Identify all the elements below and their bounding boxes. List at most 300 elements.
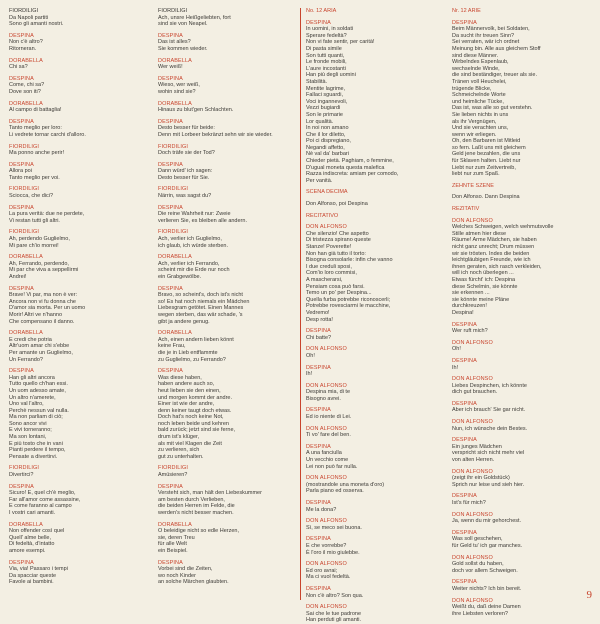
section-heading: ZEHNTE SZENE (452, 182, 494, 189)
dialogue-block (9, 522, 145, 555)
section-heading: Nr. 12 ARIE (452, 8, 481, 14)
dialogue-line: Di pasta simile (306, 45, 342, 52)
column-german-left (158, 8, 294, 604)
dialogue-line: Ma son lontani, (9, 434, 47, 441)
dialogue-block (306, 407, 442, 420)
dialogue-lines (158, 64, 294, 71)
dialogue-block (452, 555, 588, 575)
dialogue-line: sind sie von Neapel. (158, 21, 208, 28)
dialogue-lines (158, 472, 294, 479)
speaker-name: DON ALFONSO (306, 561, 347, 568)
dialogue-line: FIORDILIGI (9, 8, 39, 14)
dialogue-line: Un Ferrando? (9, 356, 43, 363)
dialogue-line: Das ist, was alle so gut verstehn. (452, 105, 533, 112)
dialogue-line: Ach, einen andern lieben könnt (158, 336, 234, 343)
speaker-name: DESPINA (306, 443, 331, 450)
dialogue-line: Com'io loro commisi, (306, 270, 357, 277)
speaker-name: DESPINA (9, 204, 34, 211)
dialogue-lines (452, 426, 588, 433)
dialogue-line: ihnen geraten, sich rasch verkleiden, (452, 263, 542, 270)
dialogue-line: Pensate a divertirvi. (9, 453, 58, 460)
speaker-name: DESPINA (452, 437, 477, 444)
dialogue-line: Quell' alme belle, (9, 534, 52, 541)
speaker-name: DESPINA (9, 161, 34, 168)
dialogue-lines (9, 8, 145, 28)
speaker-name: DESPINA (452, 19, 477, 26)
speaker-name: DESPINA (306, 536, 331, 543)
dialogue-block (452, 579, 588, 592)
dialogue-lines (306, 389, 442, 402)
dialogue-block (158, 522, 294, 555)
speaker-name: DON ALFONSO (452, 376, 493, 383)
dialogue-line: Brave! Vi par, ma non è ver: (9, 292, 78, 299)
dialogue-lines (9, 125, 145, 138)
dialogue-line: wohin sind sie? (158, 88, 196, 95)
dialogue-lines (452, 224, 588, 316)
dialogue-block (158, 76, 294, 96)
column-german-right (452, 8, 588, 617)
dialogue-line: denn keiner taugt doch etwas. (158, 407, 232, 414)
dialogue-lines (452, 194, 588, 201)
speaker-name: DORABELLA (158, 330, 192, 337)
dialogue-line: Vedremo! (306, 309, 330, 316)
dialogue-line: E credi che potria (9, 336, 52, 343)
dialogue-lines (9, 82, 145, 95)
speaker-name: DORABELLA (158, 100, 192, 107)
dialogue-lines (9, 375, 145, 461)
speaker-name: DESPINA (9, 75, 34, 82)
page-number: 9 (586, 589, 592, 601)
dialogue-lines (9, 168, 145, 181)
dialogue-line: Mi par che viva a seppellirmi (9, 267, 79, 274)
dialogue-line: Non c'è altro? (9, 39, 43, 46)
speaker-name: DESPINA (452, 357, 477, 364)
dialogue-line: Non vi fate sentir, per carità! (306, 39, 375, 46)
dialogue-lines (9, 107, 145, 114)
dialogue-block (452, 512, 588, 525)
dialogue-line: Weiter nichts? Ich bin bereit. (452, 585, 522, 592)
dialogue-lines (452, 407, 588, 414)
text-block (158, 8, 294, 28)
dialogue-block (306, 365, 442, 378)
dialogue-block (306, 224, 442, 323)
dialogue-line: Bisogna consolarle: infin che vanno (306, 257, 393, 264)
dialogue-lines (9, 261, 145, 281)
dialogue-line: Razza indiscreta: amiam per comodo, (306, 171, 399, 178)
dialogue-line: Ma ci vuol fedeltà. (306, 574, 351, 581)
dialogue-lines (452, 561, 588, 574)
dialogue-line: Desto besser für beide: (158, 125, 215, 132)
dialogue-line: Oh! (452, 346, 461, 353)
dialogue-block (306, 475, 442, 495)
dialogue-block (452, 358, 588, 371)
dialogue-line: Parla piano ed osserva. (306, 488, 364, 495)
speaker-name: DESPINA (158, 285, 183, 292)
dialogue-line: Was soll geschehen, (452, 536, 503, 543)
dialogue-line: scheint mir die Erde nur noch (158, 267, 230, 274)
dialogue-line: drum ist's klüger, (158, 434, 200, 441)
dialogue-line: die sind beständiger, treuer als sie. (452, 72, 537, 79)
dialogue-line: so fern. Laßt uns mit gleichem (452, 144, 526, 151)
dialogue-line: Tanto meglio per voi. (9, 174, 60, 181)
speaker-name: DESPINA (306, 328, 331, 335)
dialogue-line: will ich noch überlegen ... (452, 270, 514, 277)
dialogue-line: (mostrandole una moneta d'oro) (306, 481, 385, 488)
dialogue-line: Ein junges Mädchen (452, 443, 502, 450)
dialogue-lines (9, 211, 145, 224)
dialogue-line: bald zurück; jetzt sind sie ferne, (158, 427, 236, 434)
dialogue-line: am besten durch Verlieben, (158, 496, 225, 503)
dialogue-line: Sprich nur leise und sieh hier. (452, 481, 525, 488)
dialogue-line: Un uom adesso amate, (9, 387, 66, 394)
speaker-name: DESPINA (158, 368, 183, 375)
speaker-name: DESPINA (306, 500, 331, 506)
dialogue-line: Mi pare ch'io morrei! (9, 242, 59, 249)
speaker-name: DORABELLA (158, 57, 192, 64)
dialogue-line: heut lieben sie den einen, (158, 387, 221, 394)
dialogue-line: ich glaub, ich würde sterben. (158, 242, 229, 249)
speaker-name: FIORDILIGI (158, 186, 189, 193)
dialogue-line: Närrin, was sagst du? (158, 193, 212, 200)
dialogue-line: Son le primarie (306, 111, 343, 118)
dialogue-lines (9, 337, 145, 363)
dialogue-lines (452, 518, 588, 525)
dialogue-line: Bravo, so scheint's, doch ist's nicht (158, 292, 243, 299)
speaker-name: DON ALFONSO (452, 468, 493, 475)
dialogue-block (158, 186, 294, 199)
dialogue-line: Quella furba potrebbe riconoscerli; (306, 296, 391, 303)
dialogue-line: die je in Lieb entflammte (158, 349, 218, 356)
speaker-name: DESPINA (306, 407, 331, 414)
speaker-name: DESPINA (9, 32, 34, 39)
dialogue-line: Doch träfe sie der Tod? (158, 150, 215, 157)
dialogue-line: Andrei! (9, 274, 27, 280)
dialogue-line: wo noch Kinder (158, 572, 196, 579)
dialogue-line: als ihr Vergnügen, (452, 118, 497, 125)
dialogue-line: La pura verità: due ne perdete, (9, 211, 85, 218)
dialogue-line: Chi batte? (306, 334, 332, 341)
dialogue-line: Dann würd' ich sagen: (158, 168, 213, 175)
dialogue-line: Far all'amor come assassine, (9, 496, 81, 503)
dialogue-line: sie könnte meine Pläne (452, 296, 510, 303)
dialogue-line: Räume! Arme Mädchen, sie haben (452, 237, 537, 244)
dialogue-line: Per vanità. (306, 177, 333, 184)
dialogue-line: Sie lieben nichts in uns (452, 111, 509, 118)
dialogue-line: Stille atmen hier diese (452, 230, 507, 237)
dialogue-line: trügende Blicke, (452, 85, 492, 92)
dialogue-block (158, 254, 294, 280)
dialogue-line: Sie kommen wieder. (158, 45, 208, 52)
dialogue-lines (9, 39, 145, 52)
speaker-name: FIORDILIGI (158, 229, 189, 236)
dialogue-line: gut zu unterhalten. (158, 453, 204, 460)
dialogue-line: Desp rotta! (306, 316, 333, 323)
dialogue-block (9, 33, 145, 53)
dialogue-block (306, 500, 442, 513)
dialogue-line: Tränen voll Heuchelei, (452, 78, 507, 85)
dialogue-block (158, 229, 294, 249)
dialogue-block (158, 58, 294, 71)
dialogue-line: Gold sollst du haben, (452, 561, 504, 568)
speaker-name: FIORDILIGI (9, 229, 40, 236)
dialogue-block (158, 560, 294, 586)
speaker-name: DORABELLA (9, 100, 43, 107)
dialogue-line: Oh, den Barbaren ist Mitleid (452, 138, 521, 145)
column-italian-right (306, 8, 442, 624)
dialogue-line: Lor qualità. (306, 118, 334, 125)
dialogue-lines (158, 236, 294, 249)
dialogue-line: Despina! (452, 309, 474, 316)
dialogue-line: Le fronde mobili, (306, 59, 347, 66)
section-heading: No. 12 ARIA (306, 8, 337, 14)
speaker-name: DESPINA (158, 559, 183, 566)
dialogue-block (9, 229, 145, 249)
dialogue-block (452, 437, 588, 463)
dialogue-line: Ih! (306, 371, 313, 378)
dialogue-line: für Sklaven halten. Liebt nur (452, 158, 521, 165)
dialogue-line: Sciocca, che dici? (9, 193, 54, 200)
dialogue-line: Al campo di battaglia! (9, 107, 62, 114)
dialogue-line: ihre Liebsten verloren? (452, 610, 508, 617)
dialogue-block (158, 101, 294, 114)
dialogue-line: Han gli altri ancora (9, 374, 55, 381)
speaker-name: FIORDILIGI (9, 186, 40, 193)
dialogue-block (306, 20, 442, 185)
dialogue-lines (452, 26, 588, 178)
dialogue-line: Mentite lagrime, (306, 85, 346, 92)
dialogue-block (452, 419, 588, 432)
dialogue-line: Wieso, wer weiß, (158, 82, 200, 89)
dialogue-line: Sono ancor vivi (9, 420, 47, 427)
dialogue-line: Han più degli uomini (306, 72, 356, 79)
dialogue-block (306, 586, 442, 599)
dialogue-line: E che vorrebbe? (306, 542, 347, 549)
speaker-name: FIORDILIGI (158, 143, 189, 150)
dialogue-lines (9, 236, 145, 249)
dialogue-lines (452, 346, 588, 353)
dialogue-line: L'aure incostanti (306, 65, 346, 72)
dialogue-lines (452, 383, 588, 396)
dialogue-line: Da spacciar queste (9, 572, 57, 579)
dialogue-line: noch leben beide und kehren (158, 420, 229, 427)
dialogue-line: Tanto meglio per loro: (9, 125, 62, 132)
dialogue-lines (306, 371, 442, 378)
dialogue-line: Non offender così quel (9, 528, 65, 535)
section-heading-block (306, 8, 442, 15)
dialogue-line: Sai che le tue padrone (306, 610, 362, 617)
dialogue-line: wenn wir erliegen. (452, 131, 497, 138)
dialogue-block (158, 119, 294, 139)
dialogue-lines (158, 150, 294, 157)
speaker-name: DESPINA (9, 483, 34, 490)
dialogue-lines (452, 444, 588, 464)
dialogue-line: Don Alfonso, poi Despina (306, 201, 368, 208)
speaker-name: DESPINA (9, 368, 34, 375)
section-heading-block (452, 8, 588, 15)
speaker-name: DESPINA (158, 204, 183, 211)
dialogue-line: Uno val l'altro, (9, 401, 44, 408)
dialogue-line: Li vedrete tornar carchi d'alloro. (9, 131, 86, 138)
dialogue-lines (158, 337, 294, 363)
dialogue-lines (306, 525, 442, 532)
dialogue-lines (306, 201, 442, 208)
dialogue-line: Negandi affetto, (306, 144, 345, 151)
dialogue-lines (306, 611, 442, 624)
speaker-name: DON ALFONSO (452, 554, 493, 561)
dialogue-line: Un altro n'amerete, (9, 394, 56, 401)
dialogue-block (158, 330, 294, 363)
dialogue-line: Versteht sich, man hält den Liebeskummer (158, 490, 262, 497)
dialogue-lines (452, 536, 588, 549)
dialogue-block (452, 401, 588, 414)
speaker-name: DORABELLA (9, 521, 43, 528)
dialogue-line: E più tosto che in vani (9, 440, 63, 447)
speaker-name: DON ALFONSO (452, 597, 493, 604)
dialogue-block (9, 144, 145, 157)
dialogue-block (452, 218, 588, 317)
dialogue-line: von alten Herren. (452, 457, 495, 464)
dialogue-lines (306, 231, 442, 323)
dialogue-block (452, 20, 588, 178)
dialogue-lines (306, 568, 442, 581)
dialogue-line: ein Grabgewölbe. (158, 274, 202, 280)
dialogue-line: werden's nicht besser machen. (158, 510, 234, 516)
dialogue-line: sie erkennen ... (452, 290, 490, 297)
dialogue-line: Meinung bin. Alle aus gleichem Stoff (452, 45, 541, 52)
dialogue-line: Liebesgram getötet. Einen Mannes (158, 305, 244, 312)
speaker-name: DESPINA (452, 579, 477, 586)
dialogue-line: sie, deren Treu (158, 534, 195, 541)
dialogue-line: Fallaci sguardi, (306, 92, 343, 99)
dialogue-line: doch vor allem Schweigen. (452, 567, 518, 574)
speaker-name: DON ALFONSO (306, 382, 347, 389)
speaker-name: DESPINA (452, 400, 477, 407)
dialogue-lines (9, 292, 145, 325)
dialogue-line: D'amor sia morta. Per un uomo (9, 305, 86, 312)
dialogue-line: Beim Männervolk, bei Soldaten, (452, 26, 530, 33)
dialogue-block (158, 368, 294, 460)
section-heading: REZITATIV (452, 206, 480, 213)
dialogue-block (158, 33, 294, 53)
dialogue-line: Welches Schweigen, welch wehmutsvolle (452, 224, 554, 231)
dialogue-line: Favole ai bambini. (9, 579, 54, 586)
dialogue-line: Morir! Altri ve n'hanno (9, 311, 63, 318)
dialogue-line: Vi restan tutti gli altri. (9, 217, 60, 224)
speaker-name: DESPINA (158, 483, 183, 490)
dialogue-line: Sono gli amanti nostri. (9, 21, 64, 28)
dialogue-line: È l'oro il mio giulebbe. (306, 549, 360, 556)
dialogue-line: Ed oro avrai; (306, 567, 338, 574)
dialogue-lines (158, 8, 294, 28)
dialogue-line: verlieren Sie, es bleiben alle andern. (158, 217, 247, 224)
dialogue-lines (158, 261, 294, 281)
dialogue-line: Oh! (306, 352, 315, 359)
dialogue-line: Allora poi (9, 168, 32, 175)
dialogue-line: die beiden Herren im Felde, die (158, 503, 235, 510)
dialogue-block (9, 484, 145, 517)
dialogue-line: Doch hat's noch keine Not, (158, 414, 224, 421)
dialogue-line: Chieder pietà. Paghiam, o femmine, (306, 158, 394, 165)
dialogue-line: D'ugual moneta questa malefica (306, 164, 385, 171)
dialogue-lines (158, 211, 294, 224)
dialogue-line: verspricht sich nicht mehr viel (452, 450, 525, 457)
speaker-name: DESPINA (452, 529, 477, 536)
dialogue-lines (306, 507, 442, 514)
dialogue-line: Ach, verlier ich Ferrando, (158, 260, 220, 267)
dialogue-lines (158, 193, 294, 200)
dialogue-line: Hinaus zu blut'gen Schlachten. (158, 107, 234, 114)
dialogue-line: liebt nur zum Spaß. (452, 171, 500, 178)
dialogue-block (9, 465, 145, 478)
dialogue-line: Poi ci dispregiano, (306, 138, 351, 145)
dialogue-line: O beleidige nicht so edle Herzen, (158, 528, 240, 535)
speaker-name: DESPINA (452, 321, 477, 328)
dialogue-line: Stanze! Poverette! (306, 244, 352, 250)
dialogue-line: haben andere auch so, (158, 381, 215, 388)
dialogue-line: Che silenzio! Che aspetto (306, 230, 369, 237)
column-italian-left (9, 8, 145, 604)
dialogue-line: Denn mit Lorbeer bekränzt sehn wir sie wieder. (158, 131, 273, 138)
dialogue-lines (9, 566, 145, 586)
dialogue-line: Wirbelndes Espenlaub, (452, 59, 509, 66)
dialogue-line: A una fanciulla (306, 450, 342, 457)
dialogue-line: Han perduti gli amanti. (306, 617, 362, 624)
dialogue-block (306, 346, 442, 359)
dialogue-lines (452, 475, 588, 488)
dialogue-line: Amüsieren? (158, 472, 188, 479)
dialogue-line: Divertirci? (9, 472, 34, 479)
dialogue-line: Aber ich brauch' Sie gar nicht. (452, 407, 526, 414)
text-block (452, 194, 588, 201)
dialogue-line: Die reine Wahrheit nur: Zweie (158, 211, 231, 218)
speaker-name: DESPINA (452, 493, 477, 500)
dialogue-block (9, 162, 145, 182)
speaker-name: DON ALFONSO (306, 475, 347, 482)
dialogue-line: Dove son iti? (9, 88, 41, 95)
dialogue-block (9, 368, 145, 460)
dialogue-line: wechselnde Winde, (452, 65, 500, 72)
dialogue-line: Ah, Ferrando, perdendo, (9, 260, 69, 267)
dialogue-line: Ma non parliam di ciò; (9, 414, 63, 421)
dialogue-line: Da sucht ihr treuen Sinn? (452, 32, 515, 39)
dialogue-line: Ritorneran. (9, 45, 37, 52)
dialogue-line: Altr'uom amar chi s'ebbe (9, 343, 70, 350)
dialogue-block (9, 76, 145, 96)
dialogue-lines (158, 107, 294, 114)
dialogue-line: wir sie trösten. Indes die beiden (452, 250, 530, 257)
dialogue-lines (306, 450, 442, 470)
dialogue-line: Weißt du, daß deine Damen (452, 604, 521, 611)
dialogue-lines (452, 604, 588, 617)
dialogue-line: I due creduli sposi, (306, 263, 352, 270)
dialogue-line: so! Es hat noch niemals ein Mädchen (158, 298, 250, 305)
speaker-name: DESPINA (158, 118, 183, 125)
dialogue-block (9, 205, 145, 225)
dialogue-line: Me la dona? (306, 506, 337, 513)
dialogue-block (9, 330, 145, 363)
text-block (306, 201, 442, 208)
speaker-name: DON ALFONSO (452, 339, 493, 346)
speaker-name: DON ALFONSO (306, 425, 347, 432)
dialogue-block (306, 426, 442, 439)
dialogue-line: E come faranno al campo (9, 503, 72, 510)
dialogue-lines (452, 500, 588, 507)
dialogue-line: für alle Welt (158, 541, 187, 548)
dialogue-lines (158, 39, 294, 52)
section-heading: RECITATIVO (306, 212, 339, 219)
speaker-name: DON ALFONSO (452, 511, 493, 518)
dialogue-line: Da Napoli partiti (9, 14, 49, 21)
